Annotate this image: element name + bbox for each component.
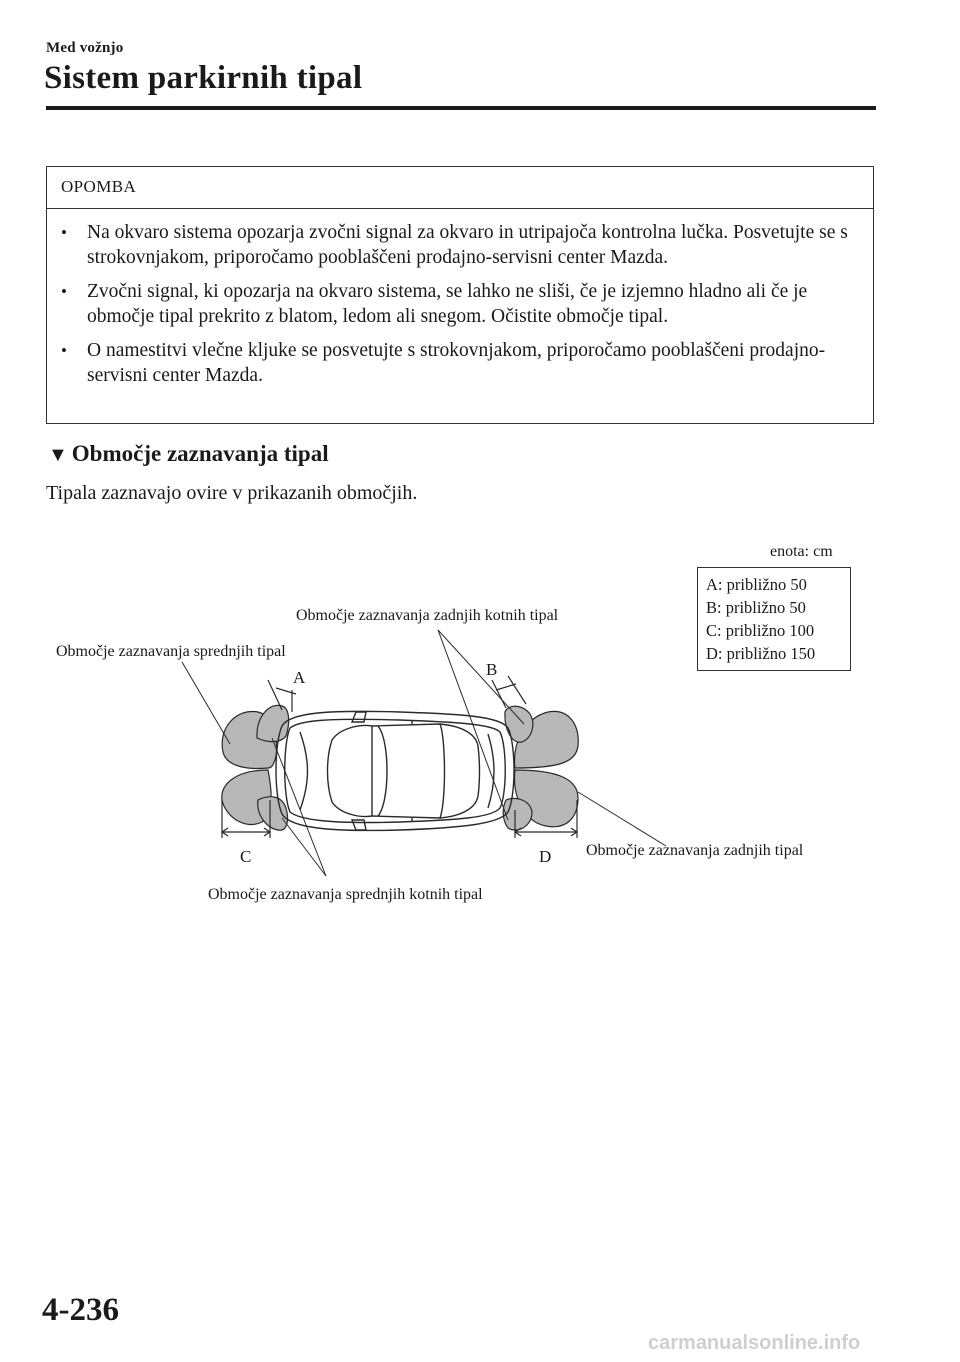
note-item-text: Na okvaro sistema opozarja zvočni signal za okvaro in utripajoča kontrolna lučka. Posvetujte se s strokovnjakom, priporočamo pooblaščeni prodajno-servisni center Mazda.: [87, 222, 848, 268]
triangle-down-icon: ▼: [48, 444, 68, 466]
rear-corner-zone-upper: [505, 706, 533, 742]
label-front-corner-sensors: Območje zaznavanja sprednjih kotnih tipal: [208, 886, 483, 903]
car-outline: [276, 711, 514, 830]
label-front-sensors: Območje zaznavanja sprednjih tipal: [56, 643, 286, 660]
page-number: 4-236: [42, 1292, 119, 1328]
bullet-icon: •: [61, 223, 67, 242]
letter-d: D: [539, 847, 552, 866]
section-heading-text: Območje zaznavanja tipal: [71, 441, 329, 466]
note-item-text: O namestitvi vlečne kljuke se posvetujte s strokovnjakom, priporočamo pooblaščeni prodajno-servisni center Mazda.: [87, 340, 826, 386]
label-rear-corner-sensors: Območje zaznavanja zadnjih kotnih tipal: [296, 607, 559, 624]
legend-item-d: D: približno 150: [706, 644, 816, 663]
legend-item-b: B: približno 50: [706, 598, 806, 617]
letter-b: B: [486, 660, 498, 679]
watermark: carmanualsonline.info: [648, 1332, 861, 1354]
letter-a: A: [293, 668, 306, 687]
page-title: Sistem parkirnih tipal: [44, 60, 363, 96]
bullet-icon: •: [61, 341, 67, 360]
note-item-text: Zvočni signal, ki opozarja na okvaro sistema, se lahko ne sliši, če je izjemno hladno ali če je območje tipal prekrito z blatom, ledom ali snegom. Očistite območje tipal.: [87, 281, 808, 327]
legend-item-a: A: približno 50: [706, 575, 807, 594]
note-heading: OPOMBA: [47, 167, 873, 209]
letter-c: C: [240, 847, 252, 866]
bullet-icon: •: [61, 282, 67, 301]
section-intro: Tipala zaznavajo ovire v prikazanih območjih.: [46, 482, 418, 504]
rear-corner-zone-lower: [503, 799, 532, 831]
section-label: Med vožnjo: [46, 40, 124, 56]
front-corner-zone-lower: [258, 797, 288, 831]
dimension-b: [492, 676, 526, 708]
label-rear-sensors: Območje zaznavanja zadnjih tipal: [586, 842, 804, 859]
legend-item-c: C: približno 100: [706, 621, 815, 640]
unit-label: enota: cm: [770, 543, 833, 560]
